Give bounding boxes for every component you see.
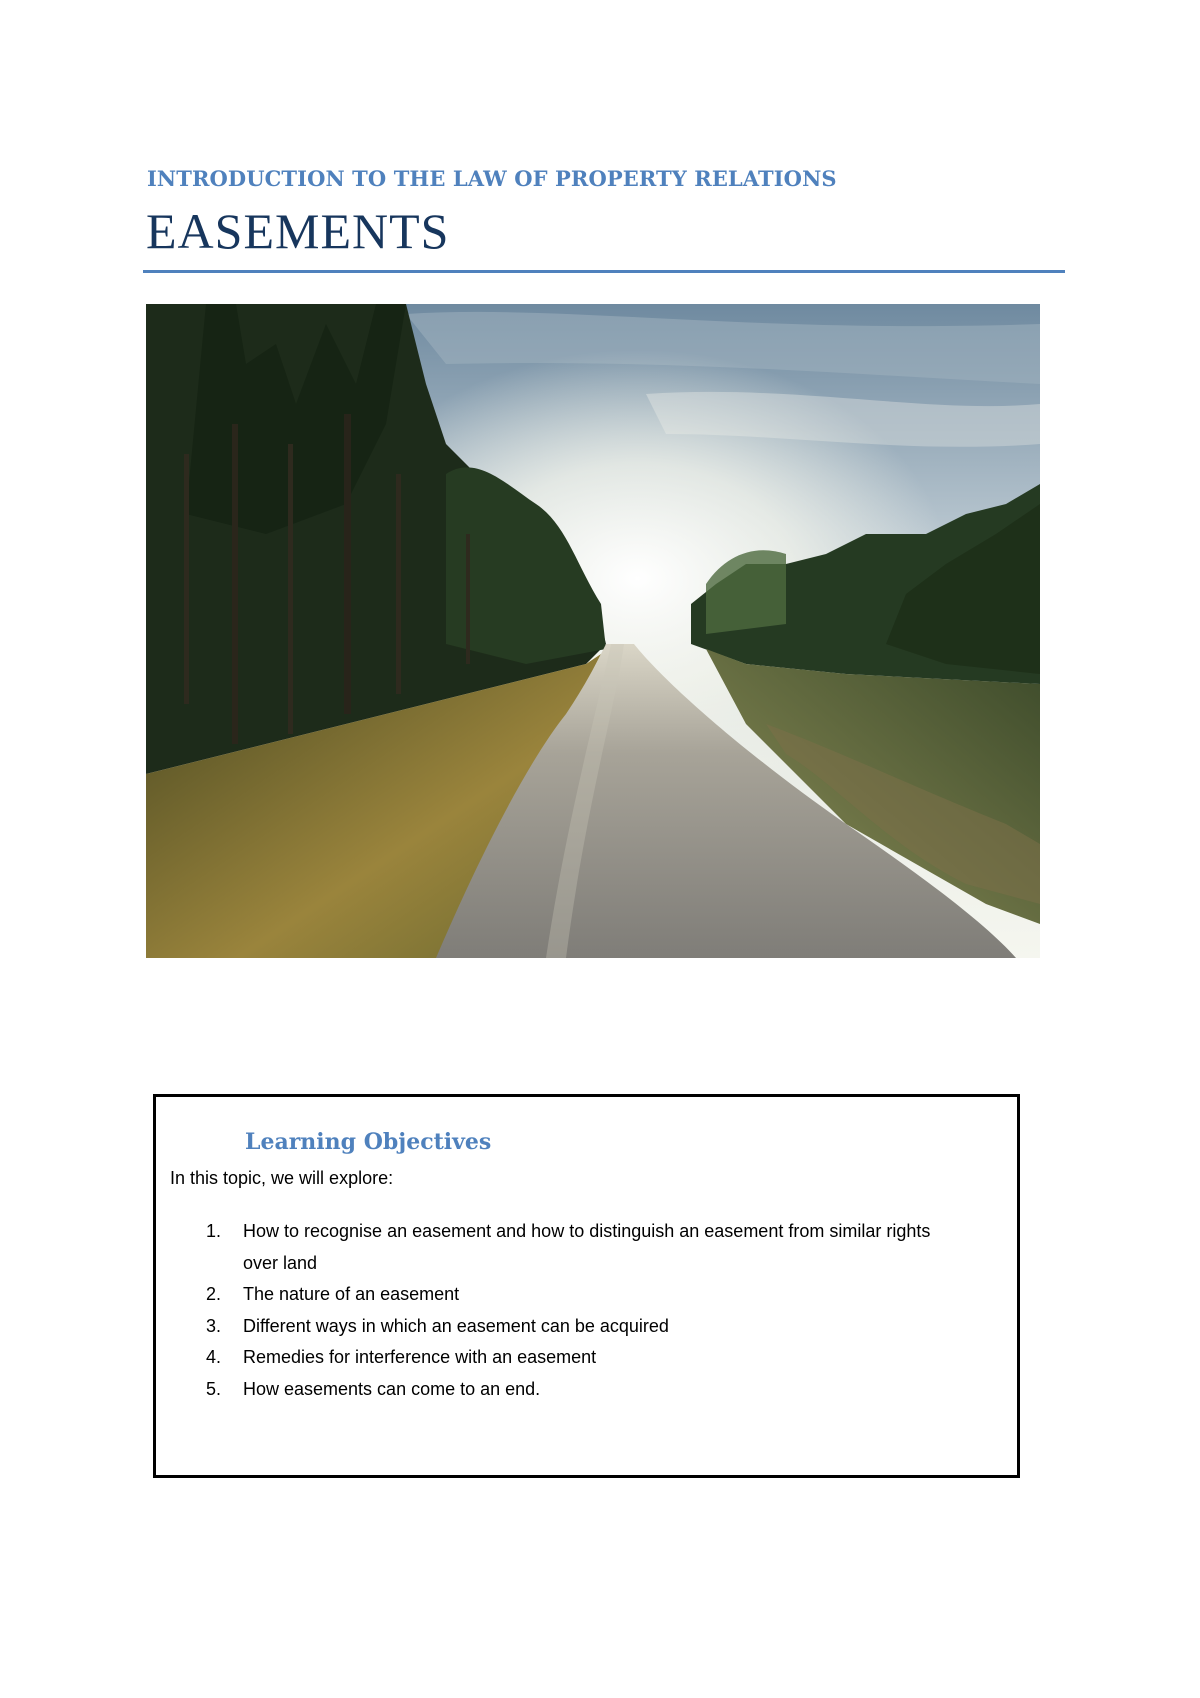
list-item-text: How easements can come to an end.: [243, 1378, 541, 1399]
document-subtitle: INTRODUCTION TO THE LAW OF PROPERTY RELATIONS: [147, 166, 837, 191]
document-title: EASEMENTS: [146, 203, 450, 259]
learning-objectives-heading: Learning Objectives: [245, 1129, 492, 1155]
list-item: [156, 1216, 1016, 1279]
list-item: [156, 1342, 1016, 1374]
list-item-text: Remedies for interference with an easement: [243, 1347, 597, 1367]
list-item-number: 1.: [206, 1221, 222, 1241]
list-item-number: 3.: [206, 1315, 222, 1336]
road-through-forest-photo: [146, 304, 1040, 958]
learning-objectives-list: [156, 1216, 1016, 1405]
list-item-number: 4.: [206, 1347, 222, 1367]
list-item: [156, 1311, 1016, 1343]
title-divider: [143, 270, 1065, 273]
list-item-text: The nature of an easement: [243, 1284, 460, 1304]
list-item-text: How to recognise an easement and how to distinguish an easement from similar rights over land: [243, 1221, 931, 1273]
list-item-number: 2.: [206, 1284, 222, 1304]
list-item: [156, 1374, 1016, 1406]
list-item: [156, 1279, 1016, 1311]
list-item-text: Different ways in which an easement can be acquired: [243, 1315, 669, 1336]
learning-objectives-intro: In this topic, we will explore:: [170, 1168, 394, 1188]
learning-objectives-box: [153, 1094, 1020, 1478]
list-item-number: 5.: [206, 1378, 222, 1399]
